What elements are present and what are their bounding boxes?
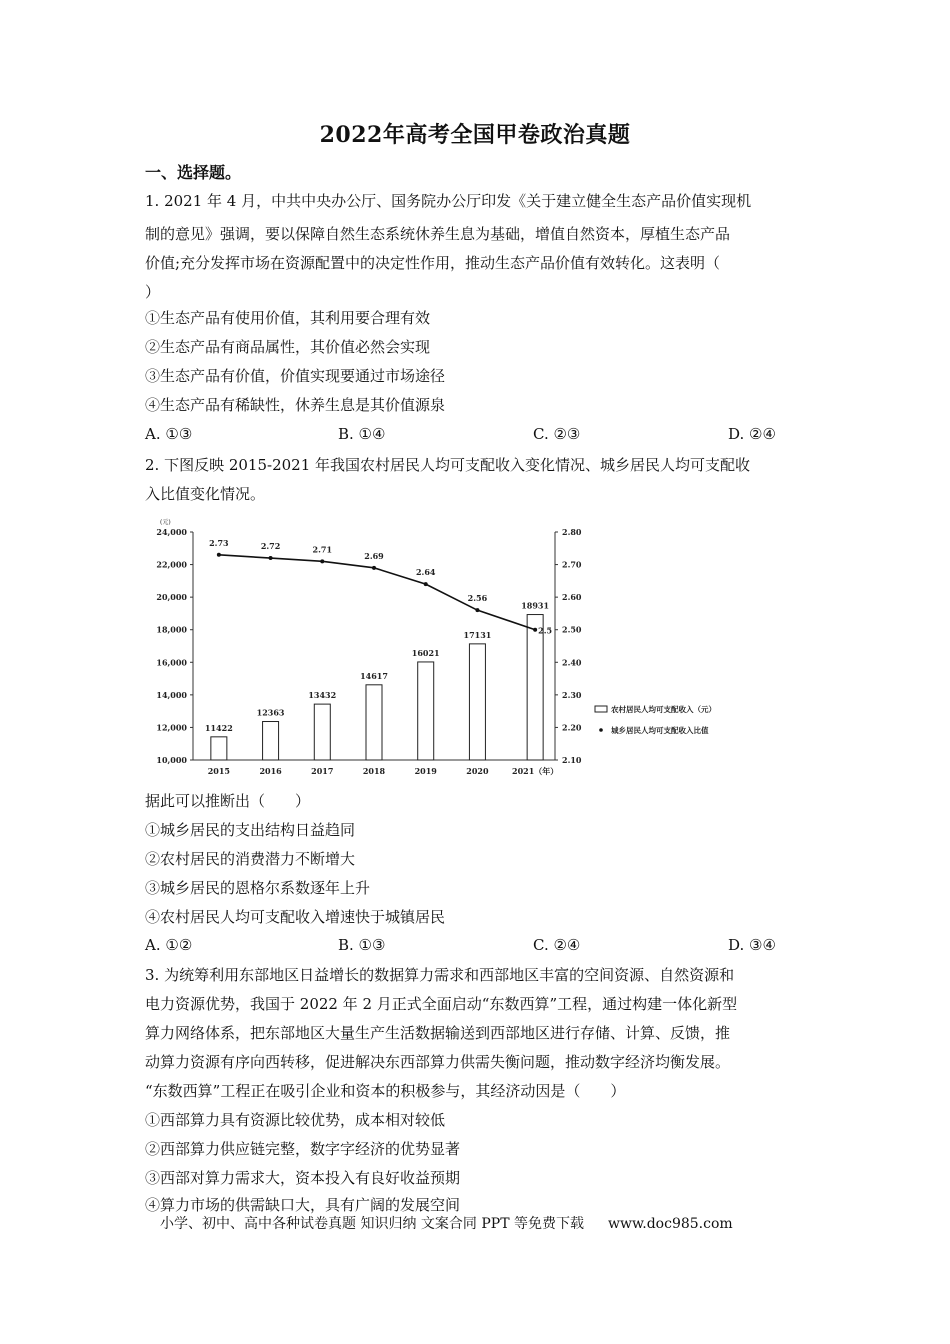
q3-item: ③西部对算力需求大，资本投入有良好收益预期 <box>145 1169 461 1187</box>
section-heading: 一、选择题。 <box>145 163 242 182</box>
bar <box>314 704 330 760</box>
bar-label: 11422 <box>204 722 233 733</box>
x-tick-label: 2020 <box>466 766 489 776</box>
right-tick-label: 2.40 <box>562 657 582 668</box>
page-footer <box>160 1213 733 1233</box>
legend-line-swatch <box>599 728 603 732</box>
q1-text-line: 制的意见》强调，要以保障自然生态系统休养生息为基础，增值自然资本，厚植生态产品 <box>145 225 731 243</box>
q3-text-line: 动算力资源有序向西转移，促进解决东西部算力供需失衡问题，推动数字经济均衡发展。 <box>145 1053 731 1071</box>
left-tick-label: 22,000 <box>156 559 187 570</box>
q2-text-line: 入比值变化情况。 <box>145 485 266 503</box>
page-title: 2022年高考全国甲卷政治真题 <box>319 122 631 148</box>
bar <box>469 644 485 760</box>
left-tick-label: 20,000 <box>156 592 187 603</box>
left-tick-label: 18,000 <box>156 624 187 635</box>
chart-legend <box>595 704 716 735</box>
bar-label: 12363 <box>256 707 285 718</box>
bar <box>366 685 382 760</box>
q2-item: ③城乡居民的恩格尔系数逐年上升 <box>145 879 371 897</box>
bar-label: 18931 <box>521 600 550 611</box>
left-tick-label: 16,000 <box>156 657 187 668</box>
ratio-label: 2.56 <box>467 593 488 604</box>
ratio-label: 2.73 <box>209 537 229 548</box>
q1-option-b: B. ①④ <box>338 425 386 443</box>
bar-label: 14617 <box>360 670 388 681</box>
x-tick-label: 2015 <box>207 766 230 776</box>
x-tick-label: 2018 <box>362 766 386 776</box>
q3-item: ②西部算力供应链完整，数字字经济的优势显著 <box>145 1140 461 1158</box>
right-tick-label: 2.10 <box>562 755 582 765</box>
ratio-label: 2.72 <box>260 541 281 552</box>
footer-url[interactable]: www.doc985.com <box>607 1216 733 1232</box>
legend-bar-swatch <box>595 706 607 712</box>
ratio-point <box>533 628 537 632</box>
q1-option-a: A. ①③ <box>145 425 193 443</box>
q1-text-line: ） <box>145 283 161 301</box>
right-tick-label: 2.70 <box>562 559 582 570</box>
right-tick-label: 2.30 <box>562 689 582 700</box>
footer-text: 小学、初中、高中各种试卷真题 知识归纳 文案合同 PPT 等免费下载 <box>160 1216 584 1232</box>
ratio-label: 2.64 <box>415 567 436 578</box>
q2-option-d: D. ③④ <box>728 936 776 954</box>
q1-option-d: D. ②④ <box>728 425 776 443</box>
right-tick-label: 2.60 <box>562 592 582 603</box>
left-tick-label: 24,000 <box>156 527 187 537</box>
q2-option-c: C. ②④ <box>533 936 581 954</box>
q2-item: ①城乡居民的支出结构日益趋同 <box>145 821 356 839</box>
ratio-label: 2.71 <box>312 544 333 555</box>
q3-text-line: “东数西算”工程正在吸引企业和资本的积极参与，其经济动因是（ ） <box>145 1082 626 1100</box>
ratio-point <box>475 608 479 612</box>
chart-bars <box>205 601 549 760</box>
x-tick-label: 2019 <box>414 766 437 776</box>
ratio-point <box>424 582 428 586</box>
q1-item: ②生态产品有商品属性，其价值必然会实现 <box>145 338 431 356</box>
left-tick-label: 12,000 <box>156 722 187 733</box>
q1-item: ①生态产品有使用价值，其利用要合理有效 <box>145 309 431 327</box>
x-tick-label: 2016 <box>259 766 282 776</box>
q2-prompt: 据此可以推断出（ ） <box>145 792 311 810</box>
q3-item: ④算力市场的供需缺口大，具有广阔的发展空间 <box>145 1196 461 1214</box>
ratio-point <box>217 553 221 557</box>
right-tick-label: 2.80 <box>562 527 582 537</box>
bar-label: 13432 <box>308 690 337 701</box>
legend-line-label: 城乡居民人均可支配收入比值 <box>611 726 709 735</box>
q1-option-c: C. ②③ <box>533 425 581 443</box>
ratio-point <box>269 556 273 560</box>
ratio-line <box>219 555 535 630</box>
q2-text-line: 2. 下图反映 2015-2021 年我国农村居民人均可支配收入变化情况、城乡居民人均可支配收 <box>145 456 751 474</box>
chart-line <box>209 538 552 636</box>
bar-label: 17131 <box>463 629 492 640</box>
q3-item: ①西部算力具有资源比较优势，成本相对较低 <box>145 1111 446 1129</box>
left-tick-label: 10,000 <box>156 755 187 765</box>
x-tick-label: 2021（年） <box>512 766 559 776</box>
x-tick-label: 2017 <box>311 766 334 776</box>
q2-item: ④农村居民人均可支配收入增速快于城镇居民 <box>145 908 446 926</box>
q2-item: ②农村居民的消费潜力不断增大 <box>145 850 356 868</box>
left-tick-label: 14,000 <box>156 689 187 700</box>
q3-text-line: 电力资源优势，我国于 2022 年 2 月正式全面启动“东数西算”工程，通过构建一体化新型 <box>145 995 738 1013</box>
left-axis-unit: (元) <box>160 519 171 526</box>
q2-option-b: B. ①③ <box>338 936 386 954</box>
right-tick-label: 2.20 <box>562 722 582 733</box>
bar <box>211 737 227 760</box>
q1-item: ③生态产品有价值，价值实现要通过市场途径 <box>145 367 446 385</box>
q3-text-line: 算力网络体系，把东部地区大量生产生活数据输送到西部地区进行存储、计算、反馈，推 <box>145 1024 731 1042</box>
bar <box>527 615 543 760</box>
q1-item: ④生态产品有稀缺性，休养生息是其价值源泉 <box>145 396 446 414</box>
ratio-point <box>372 566 376 570</box>
bar <box>418 662 434 760</box>
ratio-label: 2.69 <box>364 550 384 561</box>
ratio-point <box>320 559 324 563</box>
right-tick-label: 2.50 <box>562 624 582 635</box>
bar-label: 16021 <box>411 647 440 658</box>
q1-text-line: 1. 2021 年 4 月，中共中央办公厅、国务院办公厅印发《关于建立健全生态产品价值实现机 <box>145 192 752 210</box>
q3-text-line: 3. 为统筹利用东部地区日益增长的数据算力需求和西部地区丰富的空间资源、自然资源和 <box>145 966 735 984</box>
q1-text-line: 价值;充分发挥市场在资源配置中的决定性作用，推动生态产品价值有效转化。这表明（ <box>145 254 721 272</box>
ratio-label: 2.5 <box>538 625 553 636</box>
legend-bar-label: 农村居民人均可支配收入（元） <box>611 705 716 714</box>
bar <box>263 722 279 760</box>
q2-option-a: A. ①② <box>145 936 193 954</box>
income-chart <box>140 512 760 784</box>
